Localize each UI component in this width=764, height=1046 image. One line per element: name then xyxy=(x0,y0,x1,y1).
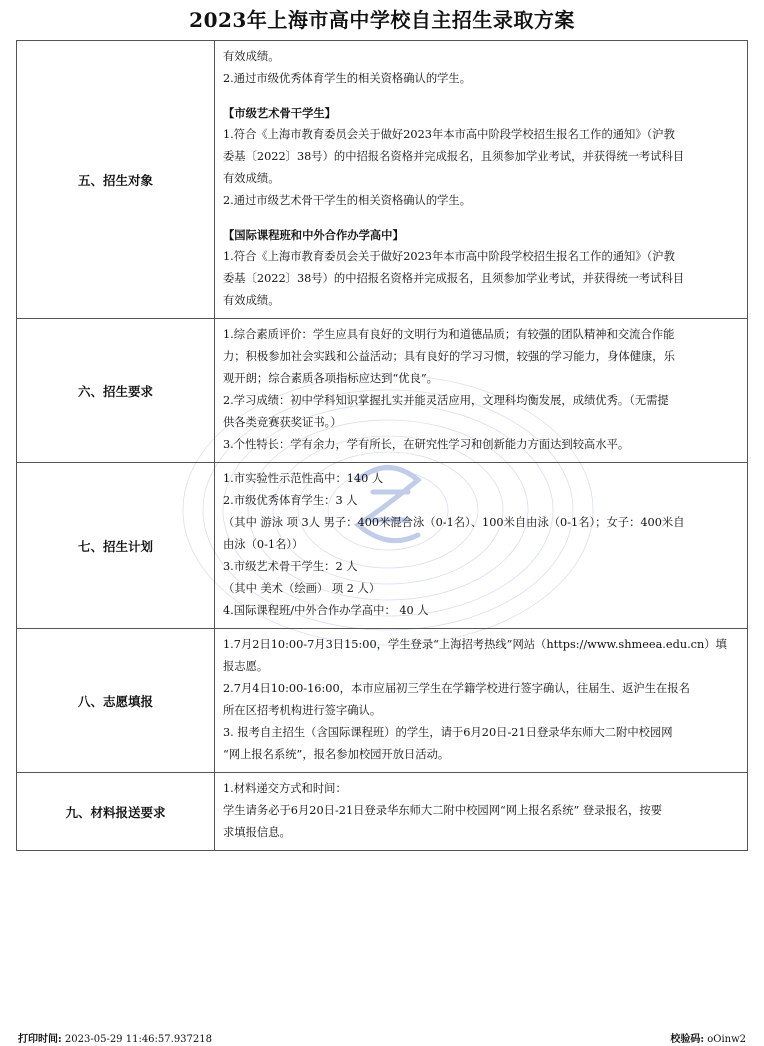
check-code-value: oOinw2 xyxy=(707,1034,746,1045)
text-line: 4.国际课程班/中外合作办学高中： 40 人 xyxy=(223,604,429,617)
text-line: 供各类竞赛获奖证书。） xyxy=(223,416,342,429)
text-line: 3.市级艺术骨干学生：2 人 xyxy=(223,560,358,573)
section-content xyxy=(215,629,748,773)
text-line: （其中 游泳 项 3人 男子：400米混合泳（0-1名）、100米自由泳（0-1名）；女子：400米自 xyxy=(223,516,685,529)
text-line: 1.材料递交方式和时间： xyxy=(223,782,347,795)
print-time xyxy=(18,1030,212,1045)
admission-plan-table xyxy=(16,40,748,851)
paragraph-gap xyxy=(223,90,741,102)
text-line: 所在区招考机构进行签字确认。 xyxy=(223,704,382,717)
text-line: 1.符合《上海市教育委员会关于做好2023年本市高中阶段学校招生报名工作的通知》（沪教 xyxy=(223,128,675,141)
text-line: 有效成绩。 xyxy=(223,50,280,63)
check-code-label: 校验码: xyxy=(670,1034,705,1045)
text-line: 2.7月4日10:00-16:00，本市应届初三学生在学籍学校进行签字确认，往届生、返沪生在报名 xyxy=(223,682,690,695)
section-content xyxy=(215,773,748,851)
text-line: （其中 美术（绘画） 项 2 人） xyxy=(223,582,381,595)
text-line: 有效成绩。 xyxy=(223,294,280,307)
text-line: 委基〔2022〕38号）的中招报名资格并完成报名，且须参加学业考试，并获得统一考试科目 xyxy=(223,272,685,285)
subheading: 【市级艺术骨干学生】 xyxy=(223,106,336,120)
document-title: 2023年上海市高中学校自主招生录取方案 xyxy=(189,8,575,32)
text-line: 报志愿。 xyxy=(223,660,269,673)
text-line: 3. 报考自主招生（含国际课程班）的学生，请于6月20日-21日登录华东师大二附中校园网 xyxy=(223,726,673,739)
section-label: 七、招生计划 xyxy=(17,463,215,629)
check-code xyxy=(670,1030,746,1045)
text-line: 观开朗；综合素质各项指标应达到“优良”。 xyxy=(223,372,438,385)
text-line: 2.通过市级优秀体育学生的相关资格确认的学生。 xyxy=(223,72,472,85)
text-line: 求填报信息。 xyxy=(223,826,291,839)
section-row xyxy=(17,773,748,851)
text-line: 2.学习成绩：初中学科知识掌握扎实并能灵活应用，文理科均衡发展，成绩优秀。（无需提 xyxy=(223,394,669,407)
section-row xyxy=(17,41,748,319)
section-row xyxy=(17,629,748,773)
section-content xyxy=(215,319,748,463)
section-row xyxy=(17,463,748,629)
section-content xyxy=(215,463,748,629)
text-line: 由泳（0-1名）） xyxy=(223,538,304,551)
text-line: 委基〔2022〕38号）的中招报名资格并完成报名，且须参加学业考试，并获得统一考试科目 xyxy=(223,150,685,163)
text-line: 学生请务必于6月20日-21日登录华东师大二附中校园网“网上报名系统” 登录报名，按要 xyxy=(223,804,662,817)
text-line: 3.个性特长：学有余力，学有所长，在研究性学习和创新能力方面达到较高水平。 xyxy=(223,438,630,451)
text-line: 有效成绩。 xyxy=(223,172,280,185)
subheading: 【国际课程班和中外合作办学高中】 xyxy=(223,228,404,242)
text-line: 2.市级优秀体育学生：3 人 xyxy=(223,494,358,507)
text-line: 1.市实验性示范性高中：140 人 xyxy=(223,472,384,485)
section-row xyxy=(17,319,748,463)
section-label: 六、招生要求 xyxy=(17,319,215,463)
section-label: 五、招生对象 xyxy=(17,41,215,319)
section-label: 九、材料报送要求 xyxy=(17,773,215,851)
text-line: 1.7月2日10:00-7月3日15:00，学生登录“上海招考热线”网站（https://www.shmeea.edu.cn）填 xyxy=(223,638,727,651)
print-time-value: 2023-05-29 11:46:57.937218 xyxy=(64,1034,212,1045)
section-label: 八、志愿填报 xyxy=(17,629,215,773)
paragraph-gap xyxy=(223,212,741,224)
text-line: 2.通过市级艺术骨干学生的相关资格确认的学生。 xyxy=(223,194,472,207)
text-line: 1.符合《上海市教育委员会关于做好2023年本市高中阶段学校招生报名工作的通知》（沪教 xyxy=(223,250,675,263)
print-time-label: 打印时间: xyxy=(18,1034,62,1045)
text-line: “网上报名系统”，报名参加校园开放日活动。 xyxy=(223,748,450,761)
text-line: 1.综合素质评价：学生应具有良好的文明行为和道德品质；有较强的团队精神和交流合作能 xyxy=(223,328,675,341)
section-content xyxy=(215,41,748,319)
text-line: 力；积极参加社会实践和公益活动；具有良好的学习习惯，较强的学习能力，身体健康，乐 xyxy=(223,350,675,363)
